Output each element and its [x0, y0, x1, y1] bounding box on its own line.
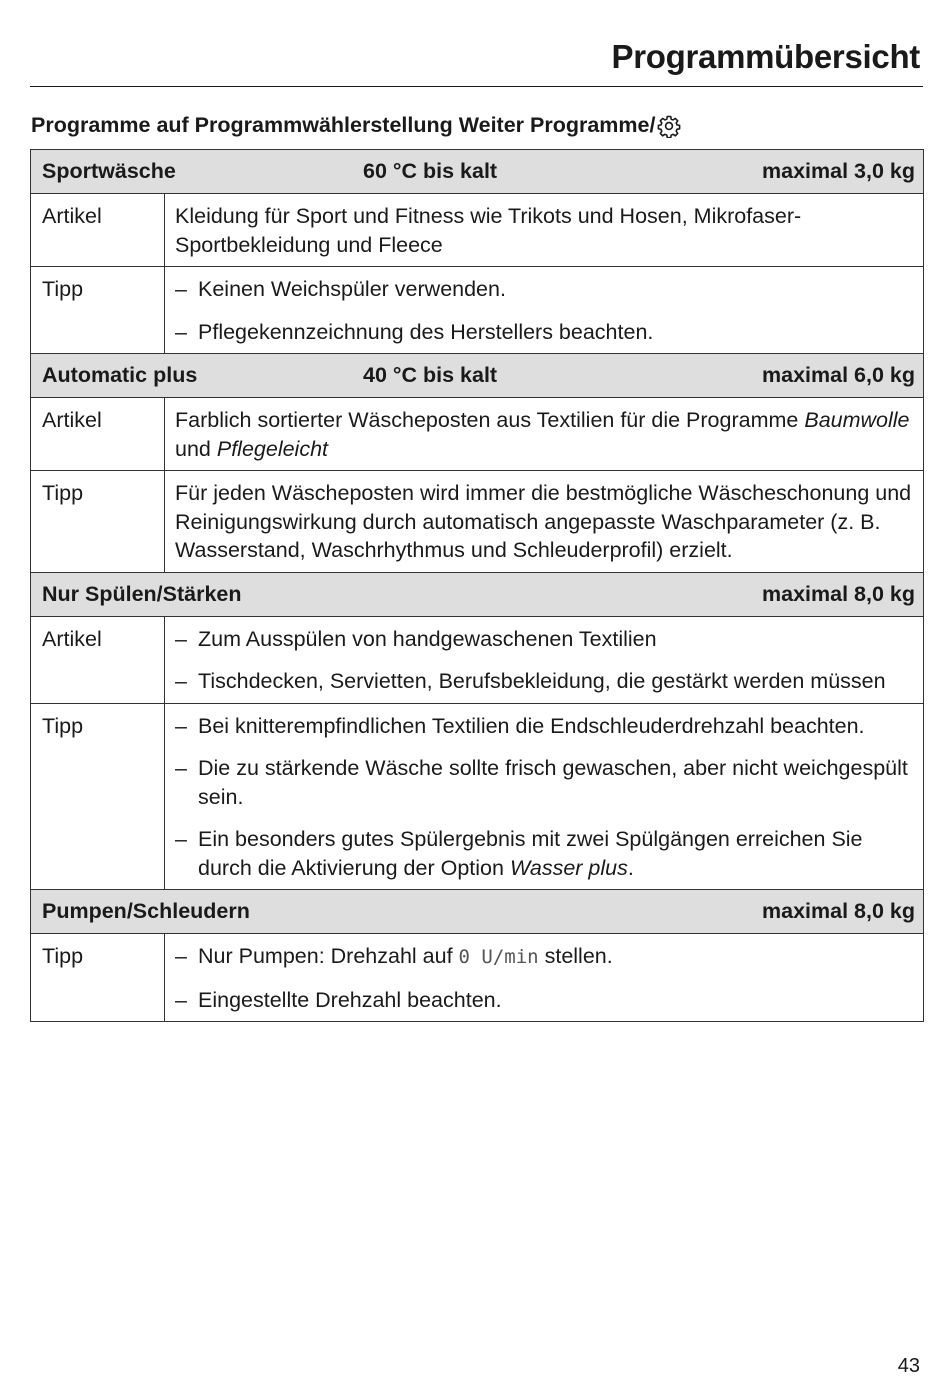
row-label: Tipp — [31, 934, 165, 1022]
program-max-load: maximal 8,0 kg — [762, 581, 915, 606]
row-label: Tipp — [31, 471, 165, 573]
program-header-nur-spuelen — [31, 572, 924, 616]
table-row — [31, 267, 924, 354]
row-content: Für jeden Wäscheposten wird immer die bestmögliche Wäscheschonung und Reinigungswirkung durch automatisch angepasste Waschparameter (z. B. Wasserstand, Waschrhythmus und Schleuderprofil) erzielt. — [165, 471, 924, 573]
program-header-sportwaesche — [31, 150, 924, 194]
row-content — [165, 616, 924, 703]
page-title: Programmübersicht — [611, 38, 920, 75]
row-label: Artikel — [31, 616, 165, 703]
row-content — [165, 267, 924, 354]
table-row — [31, 471, 924, 573]
program-name: Sportwäsche — [42, 159, 176, 183]
program-header-automatic-plus — [31, 354, 924, 398]
list-item: – Ein besonders gutes Spülergebnis mit zwei Spülgängen erreichen Sie durch die Aktivierung der Option Wasser plus. — [175, 827, 863, 880]
row-label: Artikel — [31, 194, 165, 267]
table-row — [31, 398, 924, 471]
row-content — [165, 934, 924, 1022]
title-divider — [30, 86, 923, 87]
program-table — [30, 149, 924, 1022]
program-name: Automatic plus — [42, 363, 198, 387]
table-row — [31, 703, 924, 890]
gear-icon — [657, 114, 681, 138]
list-item: – Keinen Weichspüler verwenden. — [175, 277, 506, 301]
page-number: 43 — [897, 1355, 920, 1377]
program-temperature: 40 °C bis kalt — [363, 363, 498, 387]
program-name: Nur Spülen/Stärken — [42, 581, 242, 606]
list-item: – Eingestellte Drehzahl beachten. — [175, 987, 502, 1012]
row-content: Kleidung für Sport und Fitness wie Trikots und Hosen, Mikrofaser-Sportbekleidung und Fleece — [165, 194, 924, 267]
row-content — [165, 703, 924, 890]
section-heading — [31, 113, 681, 138]
table-row — [31, 194, 924, 267]
program-temperature: 60 °C bis kalt — [363, 159, 498, 183]
table-row — [31, 616, 924, 703]
program-max-load: maximal 8,0 kg — [762, 899, 915, 923]
program-max-load: maximal 6,0 kg — [762, 363, 915, 387]
row-label: Tipp — [31, 267, 165, 354]
list-item: – Nur Pumpen: Drehzahl auf 0 U/min stellen. — [175, 944, 613, 968]
list-item: – Bei knitterempfindlichen Textilien die Endschleuderdrehzahl beachten. — [175, 713, 865, 738]
table-row — [31, 934, 924, 1022]
list-item: – Zum Ausspülen von handgewaschenen Textilien — [175, 626, 657, 651]
list-item: – Tischdecken, Servietten, Berufsbekleidung, die gestärkt werden müssen — [175, 669, 886, 693]
program-name: Pumpen/Schleudern — [42, 899, 250, 923]
list-item: – Die zu stärkende Wäsche sollte frisch gewaschen, aber nicht weichgespült sein. — [175, 756, 908, 809]
program-header-pumpen-schleudern — [31, 890, 924, 934]
section-heading-text: Programme auf Programmwählerstellung Weiter Programme/ — [31, 113, 656, 137]
row-content: Farblich sortierter Wäscheposten aus Textilien für die Programme Baumwolle und Pflegeleicht — [165, 398, 924, 471]
list-item: – Pflegekennzeichnung des Herstellers beachten. — [175, 319, 654, 344]
row-label: Artikel — [31, 398, 165, 471]
display-value: 0 U/min — [458, 946, 539, 968]
program-max-load: maximal 3,0 kg — [762, 159, 915, 183]
row-label: Tipp — [31, 703, 165, 890]
